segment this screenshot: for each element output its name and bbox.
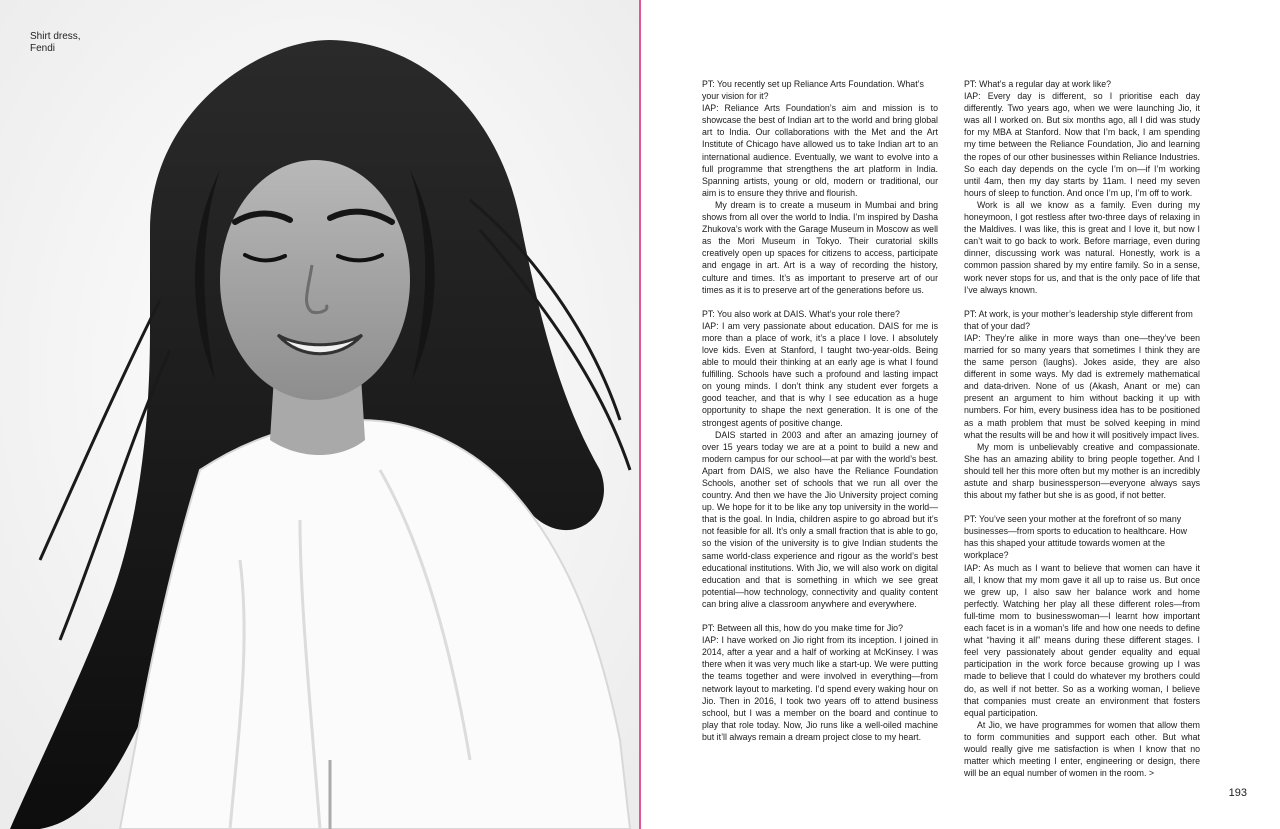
interview-question: PT: You’ve seen your mother at the forefront of so many businesses—from sports to education to healthcare. How has this shaped your attitude towards women at the workplace? [964, 514, 1187, 561]
portrait-photo [0, 0, 639, 829]
interview-paragraph: Work is all we know as a family. Even during my honeymoon, I got restless after two-three days of relaxing in the Maldives. I was like, this is great and I love it, but now I can’t wait to go back to work. Before marriage, even during dinner, discussing work was natural. Honestly, work is a common passion shared by my entire family. So in a sense, work never stops for us, and that is the only pace of life that I’ve always known. [964, 199, 1200, 295]
interview-paragraph: At Jio, we have programmes for women that allow them to form communities and support each other. But what would really give me satisfaction is when I know that no matter which meeting I enter, engineering or design, there will be an equal number of women in the room. > [964, 719, 1200, 779]
paragraph-gap [702, 610, 938, 622]
interview-question: PT: What’s a regular day at work like? [964, 79, 1112, 89]
text-column-left [702, 78, 938, 743]
interview-question: PT: At work, is your mother’s leadership style different from that of your dad? [964, 308, 1193, 331]
paragraph-gap [964, 296, 1200, 308]
interview-paragraph: IAP: I am very passionate about education. DAIS for me is more than a place of work, it’s a place I love. I absolutely love kids. Even at Stanford, I taught two-year-olds. Being able to mould their thinking at an early age is what I found fulfilling. Schools have such a profound and lasting impact on young minds. I don’t think any student ever forgets a good teacher, and that is why I see education as a huge opportunity to shape the next generation. It is one of the strongest agents of positive change. [702, 320, 938, 428]
credit-line-1: Shirt dress, [30, 31, 81, 42]
paragraph-gap [702, 296, 938, 308]
fashion-credit [30, 31, 81, 55]
credit-line-2: Fendi [30, 43, 56, 54]
interview-paragraph: My mom is unbelievably creative and compassionate. She has an amazing ability to bring people together. And I should tell her this more often but my mother is an incredibly astute and sharp businessperson—everyone always says this about my father but she is as good, if not better. [964, 441, 1200, 501]
interview-paragraph: IAP: Reliance Arts Foundation’s aim and mission is to showcase the best of Indian art to the world and bring global art to India. Our collaborations with the Met and the Art Institute of Chicago have allowed us to take Indian art to an international audience. Eventually, we want to evolve into a full programme that strengthens the art platform in India. Spanning artists, young or old, modern or traditional, our aim is to ensure they thrive and flourish. [702, 103, 938, 198]
interview-question: PT: You recently set up Reliance Arts Foundation. What’s your vision for it? [702, 79, 924, 102]
interview-paragraph: IAP: They’re alike in more ways than one—they’ve been married for so many years that sometimes I think they are the same person (laughs). Jokes aside, they are also different in some ways. My dad is extremely mathematical and data-driven. None of us (Akash, Anant or me) can present an argument to him without backing it up with numbers. For him, every business idea has to be positioned as a math problem that must be solved keeping in mind what the results will be and how it will positively impact lives. [964, 332, 1200, 440]
interview-paragraph: DAIS started in 2003 and after an amazing journey of over 15 years today we are at a point to build a new and modern campus for our school—at par with the world’s best. Apart from DAIS, we also have the Reliance Foundation Schools, another set of schools that we run all over the country. And then we have the Jio University project coming up. We hope for it to be like any top university in the world—that is the goal. In India, children aspire to go abroad but it’s not feasible for all. It’s only a small fraction that is able to go, so the vision of the university is to give Indian students the same world-class experience and rigour as the world’s best educational institutions. With Jio, we will also work on digital education and that is something in which we see great potential—how technology, connectivity and quality content can bring alive a classroom anywhere and everywhere. [702, 429, 938, 609]
paragraph-gap [964, 501, 1200, 513]
text-column-right [964, 78, 1200, 779]
face-shape [220, 160, 410, 400]
interview-paragraph: IAP: Every day is different, so I prioritise each day differently. Two years ago, when we were launching Jio, it was all I worked on. But six months ago, all I did was study for my MBA at Stanford. Now that I’m back, I am spending my time between the Reliance Foundation, Jio and learning the ropes of our other businesses within Reliance Industries. So each day depends on the cycle I’m on—if I’m working until 4am, then my day starts by 11am. I need my seven hours of sleep to function. And once I’m up, I’m off to work. [964, 91, 1200, 198]
interview-paragraph: IAP: As much as I want to believe that women can have it all, I know that my mom gave it all up to raise us. But once we grew up, I also saw her balance work and home perfectly. Watching her play all these different roles—from full-time mom to businesswoman—I learnt how important each facet is in a woman’s life and how one needs to define what “having it all” means during these different stages. I feel very passionately about gender equality and equal participation in the work force because growing up I was made to believe that I could do whatever my brothers could do, as well if not better. So as a working woman, I believe that companies must create an environment that fosters equal participation. [964, 562, 1200, 718]
interview-page [641, 0, 1280, 829]
interview-question: PT: Between all this, how do you make time for Jio? [702, 623, 903, 634]
interview-question: PT: You also work at DAIS. What’s your role there? [702, 308, 900, 319]
interview-paragraph: My dream is to create a museum in Mumbai and bring shows from all over the world to India. I’m inspired by Dasha Zhukova’s work with the Garage Museum in Moscow as well as the Mori Museum in Tokyo. Their curatorial skills creatively open up spaces for citizens to access, participate and engage in art. Art is a way of recording the history, culture and times. It’s as important to preserve art of our times as it is to preserve art of the generations before us. [702, 199, 938, 295]
portrait-illustration [0, 0, 639, 829]
interview-paragraph: IAP: I have worked on Jio right from its inception. I joined in 2014, after a year and a half of working at McKinsey. I was there when it was very much like a start-up. We were putting the teams together and were involved in everything—from network layout to marketing. I’d spend every waking hour on Jio. Then in 2016, I took two years off to attend business school, but I was a member on the board and continue to play that role today. Now, Jio runs like a well-oiled machine but it’ll always remain a dream project close to my heart. [702, 635, 938, 742]
page-number: 193 [1228, 787, 1247, 799]
